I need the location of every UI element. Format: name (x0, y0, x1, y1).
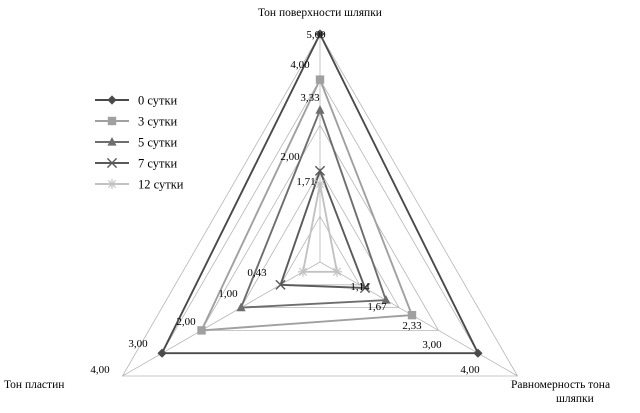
data-label: 2,00 (280, 151, 300, 163)
series-marker (107, 179, 117, 189)
series-marker (197, 326, 205, 334)
data-label: 3,33 (300, 92, 320, 104)
data-label: 0,43 (247, 267, 267, 279)
data-label: 1,71 (296, 176, 316, 188)
data-label: 3,00 (422, 339, 442, 351)
legend-label: 5 сутки (138, 135, 178, 150)
series-marker (408, 311, 416, 319)
legend-item-5[interactable] (95, 178, 184, 192)
data-label: 3,00 (128, 338, 148, 350)
legend-item-1[interactable] (95, 94, 178, 108)
axis-title-bottom-left: Тон пластин (4, 379, 65, 391)
data-label: 4,00 (460, 364, 480, 376)
series-marker (332, 267, 342, 277)
legend-label: 12 сутки (138, 177, 184, 192)
legend-label: 3 сутки (138, 114, 178, 129)
data-label: 1,14 (350, 281, 370, 293)
series-marker (298, 267, 308, 277)
axis-title-bottom-right-line2: шляпки (556, 393, 594, 405)
legend-label: 7 сутки (138, 156, 178, 171)
data-label: 2,33 (402, 320, 422, 332)
series-marker (315, 179, 325, 189)
legend-item-2[interactable] (95, 115, 178, 129)
series-marker (316, 75, 324, 83)
data-label: 5,00 (306, 29, 326, 41)
chart-legend (95, 94, 184, 192)
data-label: 1,00 (218, 288, 238, 300)
data-label: 4,00 (290, 59, 310, 71)
legend-item-4[interactable] (95, 157, 178, 171)
data-label: 2,00 (176, 316, 196, 328)
series-marker (108, 117, 116, 125)
data-label: 1,67 (367, 301, 387, 313)
series-marker (315, 105, 324, 114)
axis-title-bottom-right: Равномерность тона (511, 379, 611, 391)
series-marker (157, 349, 166, 358)
legend-item-3[interactable] (95, 136, 178, 150)
legend-label: 0 сутки (138, 93, 178, 108)
series-marker (107, 95, 116, 104)
series-polygon (281, 171, 366, 288)
axis-title-top: Тон поверхности шляпки (258, 7, 382, 19)
series-marker (473, 349, 482, 358)
axis-spoke (123, 262, 321, 376)
data-label: 4,00 (90, 364, 110, 376)
